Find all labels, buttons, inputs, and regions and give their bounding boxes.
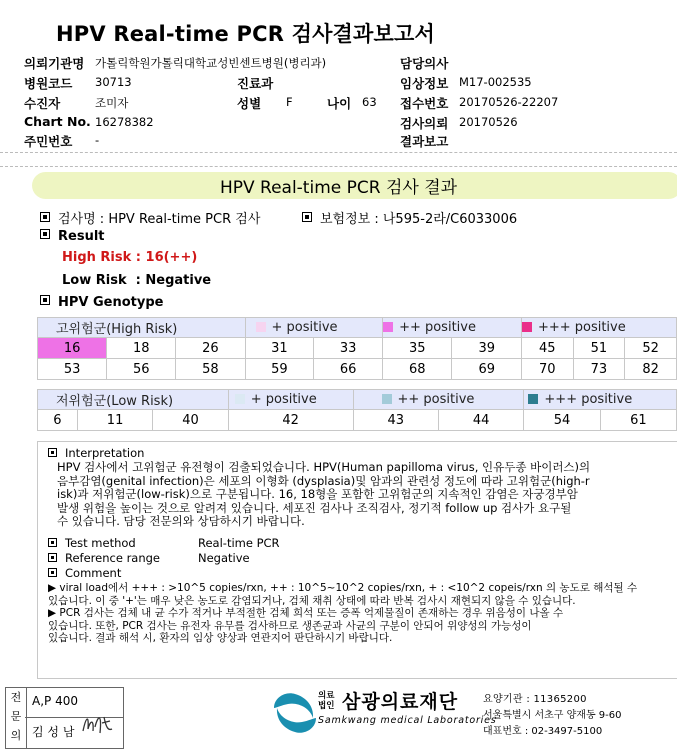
doctor-id: A,P 400 xyxy=(32,694,78,708)
genotype-heading xyxy=(40,295,163,310)
header-value-institution: 가톨릭학원가톨릭대학교성빈센트병원(병리과) xyxy=(95,56,327,70)
logo-text: SML xyxy=(286,711,303,720)
header-key: 결과보고 xyxy=(400,134,449,149)
table-row xyxy=(38,359,677,380)
high-risk-table xyxy=(37,317,677,380)
genotype-cell: 58 xyxy=(176,359,245,380)
legend-swatch xyxy=(235,394,245,404)
bullet-icon xyxy=(48,553,57,562)
genotype-cell: 52 xyxy=(625,338,677,359)
header-value-resident-no: - xyxy=(95,133,100,147)
legend-label: +++ positive xyxy=(537,320,626,335)
stamp-char: 의 xyxy=(10,729,22,742)
insurance-info xyxy=(302,208,517,227)
genotype-cell: 68 xyxy=(383,359,452,380)
genotype-cell: 73 xyxy=(573,359,625,380)
legend-swatch xyxy=(256,322,266,332)
reference-row xyxy=(48,552,160,566)
legend-swatch xyxy=(383,322,393,332)
signature-image xyxy=(80,709,114,739)
bullet-icon xyxy=(48,448,57,457)
header-key: 병원코드 xyxy=(24,76,73,91)
divider xyxy=(0,152,677,153)
legend-plusplusplus xyxy=(521,318,676,338)
header-key: 주민번호 xyxy=(24,134,73,149)
interpretation-line: 음부감염(genital infection)은 세포의 이형화 (dysplasia)및 암과의 관련성 정도에 따라 고위험군(high-r xyxy=(57,473,590,488)
test-method-value: Real-time PCR xyxy=(198,536,280,550)
reference-label: Reference range xyxy=(65,551,161,565)
header-key: Chart No. xyxy=(24,114,91,129)
interpretation-line: HPV 검사에서 고위험군 유전형이 검출되었습니다. HPV(Human papilloma virus, 인유두종 바이러스)의 xyxy=(57,460,591,474)
low-risk-header: 저위험군(Low Risk) xyxy=(38,390,229,410)
header-key: 접수번호 xyxy=(400,96,449,111)
header-key: 나이 xyxy=(327,96,352,111)
table-row xyxy=(38,338,677,359)
legend-swatch xyxy=(528,394,538,404)
interpretation-line: 발생 위험을 높이는 것으로 알려져 있습니다. 세포진 검사나 조직검사, 정기적 follow up 검사가 요구될 xyxy=(57,500,572,515)
license-no: 요양기관 : 11365200 xyxy=(483,694,587,705)
genotype-cell: 42 xyxy=(228,410,353,431)
header-value-receipt-no: 20170526-22207 xyxy=(459,95,559,109)
comment-label: Comment xyxy=(65,566,122,580)
legend-plusplusplus xyxy=(524,390,677,410)
test-method-row xyxy=(48,537,136,551)
table-header-row xyxy=(38,318,677,338)
low-risk-table xyxy=(37,389,677,431)
legend-plus xyxy=(245,318,383,338)
header-key: 담당의사 xyxy=(400,56,449,71)
genotype-cell: 33 xyxy=(314,338,383,359)
table-row xyxy=(38,410,677,431)
genotype-cell: 35 xyxy=(383,338,452,359)
legend-label: ++ positive xyxy=(399,320,476,335)
interpretation-label: Interpretation xyxy=(65,446,145,460)
header-key: 진료과 xyxy=(237,76,274,91)
header-value-request-date: 20170526 xyxy=(459,115,518,129)
stamp-char: 전 xyxy=(10,691,22,704)
high-risk-header: 고위험군(High Risk) xyxy=(38,318,246,338)
result-heading xyxy=(40,229,105,244)
bullet-icon xyxy=(40,212,50,222)
interpretation-text xyxy=(57,461,590,529)
header-value-chart-no: 16278382 xyxy=(95,115,154,129)
comment-text xyxy=(48,582,637,645)
header-key: 임상정보 xyxy=(400,76,449,91)
low-risk-result: Low Risk : Negative xyxy=(62,273,212,288)
header-key: 의뢰기관명 xyxy=(24,56,85,71)
org-name-en: Samkwang medical Laboratories xyxy=(318,715,497,726)
genotype-cell: 82 xyxy=(625,359,677,380)
logo-prefix: 의료법인 xyxy=(318,691,335,711)
legend-label: + positive xyxy=(271,320,338,335)
genotype-cell: 11 xyxy=(77,410,152,431)
interpretation-line: isk)과 저위험군(low-risk)으로 구분됩니다. 16, 18형을 포함한 고위험군의 지속적인 감염은 자궁경부암 xyxy=(57,487,578,501)
genotype-cell: 69 xyxy=(452,359,521,380)
genotype-cell: 43 xyxy=(353,410,438,431)
sml-logo-icon xyxy=(270,688,320,738)
legend-label: + positive xyxy=(250,392,317,407)
insurance-text: 보험정보 : 나595-2라/C6033006 xyxy=(320,212,518,227)
genotype-cell: 66 xyxy=(314,359,383,380)
header-value-patient: 조미자 xyxy=(95,96,129,110)
phone: 대표번호 : 02-3497-5100 xyxy=(483,726,603,737)
genotype-cell: 16 xyxy=(38,338,107,359)
test-method-label: Test method xyxy=(65,536,136,550)
table-header-row xyxy=(38,390,677,410)
comment-line: ▶ PCR 검사는 검체 내 균 수가 적거나 부적절한 검체 희석 또는 증폭 억제물질이 존재하는 경우 위음성이 나올 수 xyxy=(48,607,564,619)
reference-value: Negative xyxy=(198,551,250,565)
comment-line: 있습니다. 이 중 '+'는 매우 낮은 농도로 감염되거나, 검체 채취 상태에 따라 반복 검사시 재현되지 않을 수 있습니다. xyxy=(48,594,576,607)
genotype-cell: 6 xyxy=(38,410,78,431)
specialist-label xyxy=(5,687,27,749)
bullet-icon xyxy=(40,295,50,305)
header-value-sex: F xyxy=(286,95,293,109)
genotype-cell: 31 xyxy=(245,338,314,359)
genotype-cell: 40 xyxy=(153,410,228,431)
banner-title: HPV Real-time PCR 검사 결과 xyxy=(219,178,458,198)
bullet-icon xyxy=(48,538,57,547)
test-name-text: 검사명 : HPV Real-time PCR 검사 xyxy=(58,212,261,227)
genotype-cell: 26 xyxy=(176,338,245,359)
genotype-cell: 18 xyxy=(107,338,176,359)
genotype-cell: 70 xyxy=(521,359,573,380)
result-label: Result xyxy=(58,229,105,244)
address: 서울특별시 서초구 양재동 9-60 xyxy=(483,710,622,721)
genotype-cell: 53 xyxy=(38,359,107,380)
bullet-icon xyxy=(40,229,50,239)
bullet-icon xyxy=(302,212,312,222)
genotype-cell: 44 xyxy=(438,410,523,431)
legend-plusplus xyxy=(353,390,524,410)
header-value-age: 63 xyxy=(362,95,377,109)
genotype-cell: 56 xyxy=(107,359,176,380)
genotype-cell: 59 xyxy=(245,359,314,380)
stamp-char: 문 xyxy=(10,710,22,723)
header-value-clinical-info: M17-002535 xyxy=(459,75,532,89)
comment-line: 있습니다. 결과 해석 시, 환자의 임상 양상과 연관지어 판단하시기 바랍니다. xyxy=(48,632,393,644)
genotype-cell: 39 xyxy=(452,338,521,359)
footer xyxy=(0,681,677,752)
test-name xyxy=(40,208,260,227)
comment-row xyxy=(48,567,121,581)
legend-swatch xyxy=(522,322,532,332)
divider xyxy=(0,166,677,167)
high-risk-result: High Risk : 16(++) xyxy=(62,250,198,265)
legend-label: ++ positive xyxy=(397,392,475,407)
header-key: 검사의뢰 xyxy=(400,116,449,131)
comment-line: ▶ viral load에서 +++ : >10^5 copies/rxn, ++ : 10^5~10^2 copies/rxn, + : <10^2 copeis/rxn 의 농도로 해석될 수 xyxy=(48,582,638,594)
genotype-cell: 61 xyxy=(600,410,676,431)
genotype-cell: 45 xyxy=(521,338,573,359)
legend-swatch xyxy=(382,394,392,404)
header-value-hospital-code: 30713 xyxy=(95,75,132,89)
org-name: 삼광의료재단 xyxy=(342,691,459,713)
legend-plusplus xyxy=(383,318,522,338)
header-key: 성별 xyxy=(237,96,262,111)
genotype-cell: 54 xyxy=(524,410,600,431)
genotype-label: HPV Genotype xyxy=(58,295,164,310)
interpretation-heading xyxy=(48,447,144,461)
genotype-cell: 51 xyxy=(573,338,625,359)
legend-plus xyxy=(228,390,353,410)
report-title: HPV Real-time PCR 검사결과보고서 xyxy=(56,22,435,46)
interpretation-line: 수 있습니다. 담당 전문의와 상담하시기 바랍니다. xyxy=(57,514,305,528)
comment-line: 있습니다. 또한, PCR 검사는 유전자 유무를 검사하므로 생존균과 사균의 구분이 안되어 위양성의 가능성이 xyxy=(48,619,532,632)
interpretation-box xyxy=(37,441,677,679)
doctor-name: 김 성 남 xyxy=(32,725,75,739)
legend-label: +++ positive xyxy=(544,392,633,407)
header-key: 수진자 xyxy=(24,96,61,111)
bullet-icon xyxy=(48,568,57,577)
